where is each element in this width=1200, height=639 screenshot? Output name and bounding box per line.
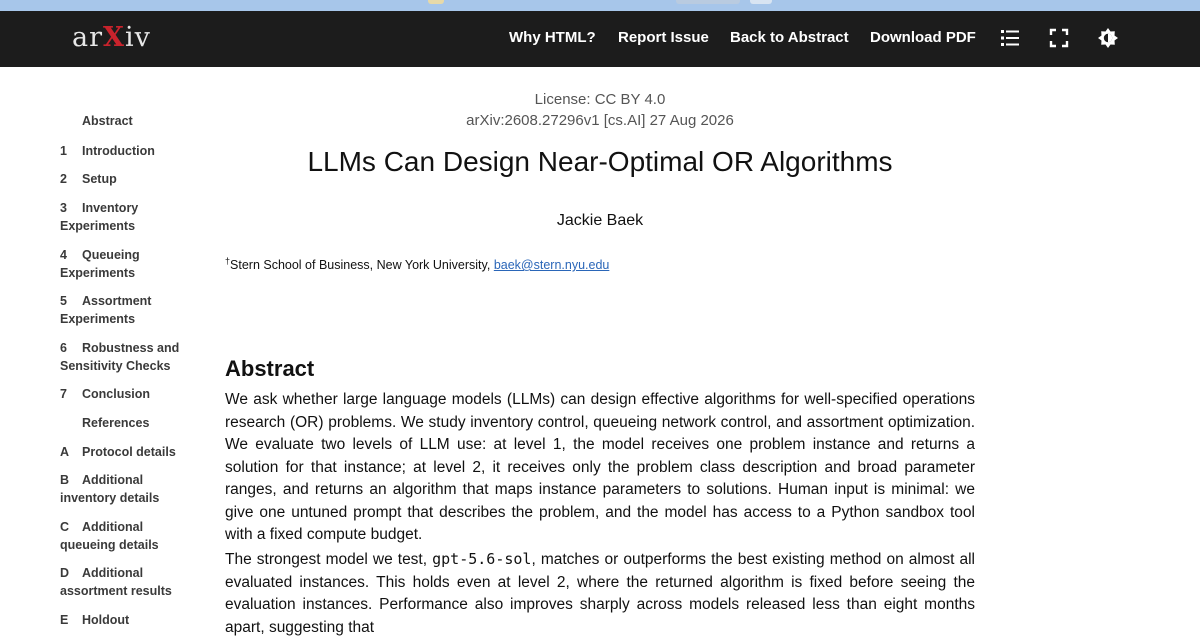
toc-item-queueing-experiments[interactable] [60, 246, 200, 282]
abstract-p2-start: The strongest model we test, [225, 551, 433, 568]
toc-label: Introduction [82, 144, 155, 158]
toc-label: Protocol details [82, 445, 176, 459]
toc-num: 6 [60, 341, 67, 355]
toc-label: Additional queueing details [60, 520, 159, 552]
why-html-link[interactable]: Why HTML? [509, 29, 596, 46]
paper-title: LLMs Can Design Near-Optimal OR Algorithms [307, 146, 893, 177]
toc-item-holdout[interactable] [60, 611, 200, 629]
toc-num: 5 [60, 294, 67, 308]
theme-toggle-icon[interactable] [1097, 27, 1119, 49]
toc-label: Queueing Experiments [60, 248, 140, 280]
toc-item-additional-assortment[interactable] [60, 564, 200, 600]
toc-item-additional-inventory[interactable] [60, 471, 200, 507]
author-name: Jackie Baek [556, 212, 644, 229]
logo-text-start: ar [72, 22, 104, 53]
fullscreen-icon[interactable] [1048, 27, 1070, 49]
toc-item-assortment-experiments[interactable] [60, 292, 200, 328]
toc-item-introduction[interactable] [60, 142, 200, 160]
list-icon[interactable] [999, 27, 1021, 49]
navbar [0, 11, 1200, 67]
toc-num: 7 [60, 387, 67, 401]
arxiv-id-line: arXiv:2608.27296v1 [cs.AI] 27 Aug 2026 [466, 112, 734, 129]
toc-label: References [82, 416, 150, 430]
arxiv-logo[interactable] [72, 23, 151, 53]
toc-item-protocol-details[interactable] [60, 443, 200, 461]
toc-item-additional-queueing[interactable] [60, 518, 200, 554]
report-issue-link[interactable]: Report Issue [618, 29, 709, 46]
toc-item-abstract[interactable] [60, 112, 200, 130]
toc-label: Assortment Experiments [60, 294, 152, 326]
toc-label: Inventory Experiments [60, 201, 139, 233]
abstract-p2-end: , matches or outperforms the best existing method on almost all evaluated instances. This holds even at level 2, where the returned algorithm is fixed before seeing the evaluation instances. Performance also improves sharply across models released less than eight months apart, suggesting that [225, 551, 975, 636]
toc-label: Holdout [82, 613, 130, 627]
toc-label: Robustness and Sensitivity Checks [60, 341, 180, 373]
browser-strip-link [676, 0, 740, 4]
abstract-heading: Abstract [225, 356, 315, 381]
toc-num: 1 [60, 144, 67, 158]
logo-text-end: iv [124, 22, 151, 53]
toc-item-robustness[interactable] [60, 339, 200, 375]
toc-label: Additional assortment results [60, 566, 172, 598]
toc-label: Abstract [82, 114, 133, 128]
back-to-abstract-link[interactable]: Back to Abstract [730, 29, 849, 46]
model-name-code: gpt-5.6-sol [432, 550, 532, 568]
toc-item-conclusion[interactable] [60, 385, 200, 403]
download-pdf-link[interactable]: Download PDF [870, 29, 976, 46]
affiliation-text: Stern School of Business, New York University, [230, 258, 491, 273]
toc-item-inventory-experiments[interactable] [60, 199, 200, 235]
affiliation-mark: † [225, 256, 231, 266]
logo-text-x: X [103, 22, 125, 53]
toc-num: A [60, 445, 70, 459]
browser-strip-icon [428, 0, 444, 4]
browser-strip-button [750, 0, 772, 4]
toc-num: 4 [60, 248, 67, 262]
toc-num: B [60, 473, 70, 487]
toc-item-references[interactable] [60, 414, 200, 432]
toc-item-setup[interactable] [60, 170, 200, 188]
browser-top-strip [0, 0, 1200, 11]
license-line: License: CC BY 4.0 [534, 91, 666, 108]
toc-label: Additional inventory details [60, 473, 160, 505]
toc-num: E [60, 613, 69, 627]
toc-label: Conclusion [82, 387, 151, 401]
toc-num: C [60, 520, 70, 534]
affiliation [225, 256, 609, 272]
abstract-paragraph-1: We ask whether large language models (LLMs) can design effective algorithms for well-specified operations research (OR) problems. We study inventory control, queueing network control, and assortment optimization. We evaluate two levels of LLM use: at level 1, the model receives one problem instance and returns a solution for that instance; at level 2, it receives only the problem class description and broad parameter ranges, and returns an algorithm that maps instance parameters to solutions. Human input is minimal: we give one untuned prompt that describes the problem, and the model has access to a Python sandbox tool with a fixed compute budget. [225, 391, 975, 543]
toc-num: D [60, 566, 70, 580]
author-email-link[interactable]: baek@stern.nyu.edu [493, 258, 610, 273]
abstract-paragraph-2 [225, 548, 975, 639]
toc-label: Setup [82, 172, 117, 186]
toc-num: 3 [60, 201, 67, 215]
toc-num: 2 [60, 172, 67, 186]
